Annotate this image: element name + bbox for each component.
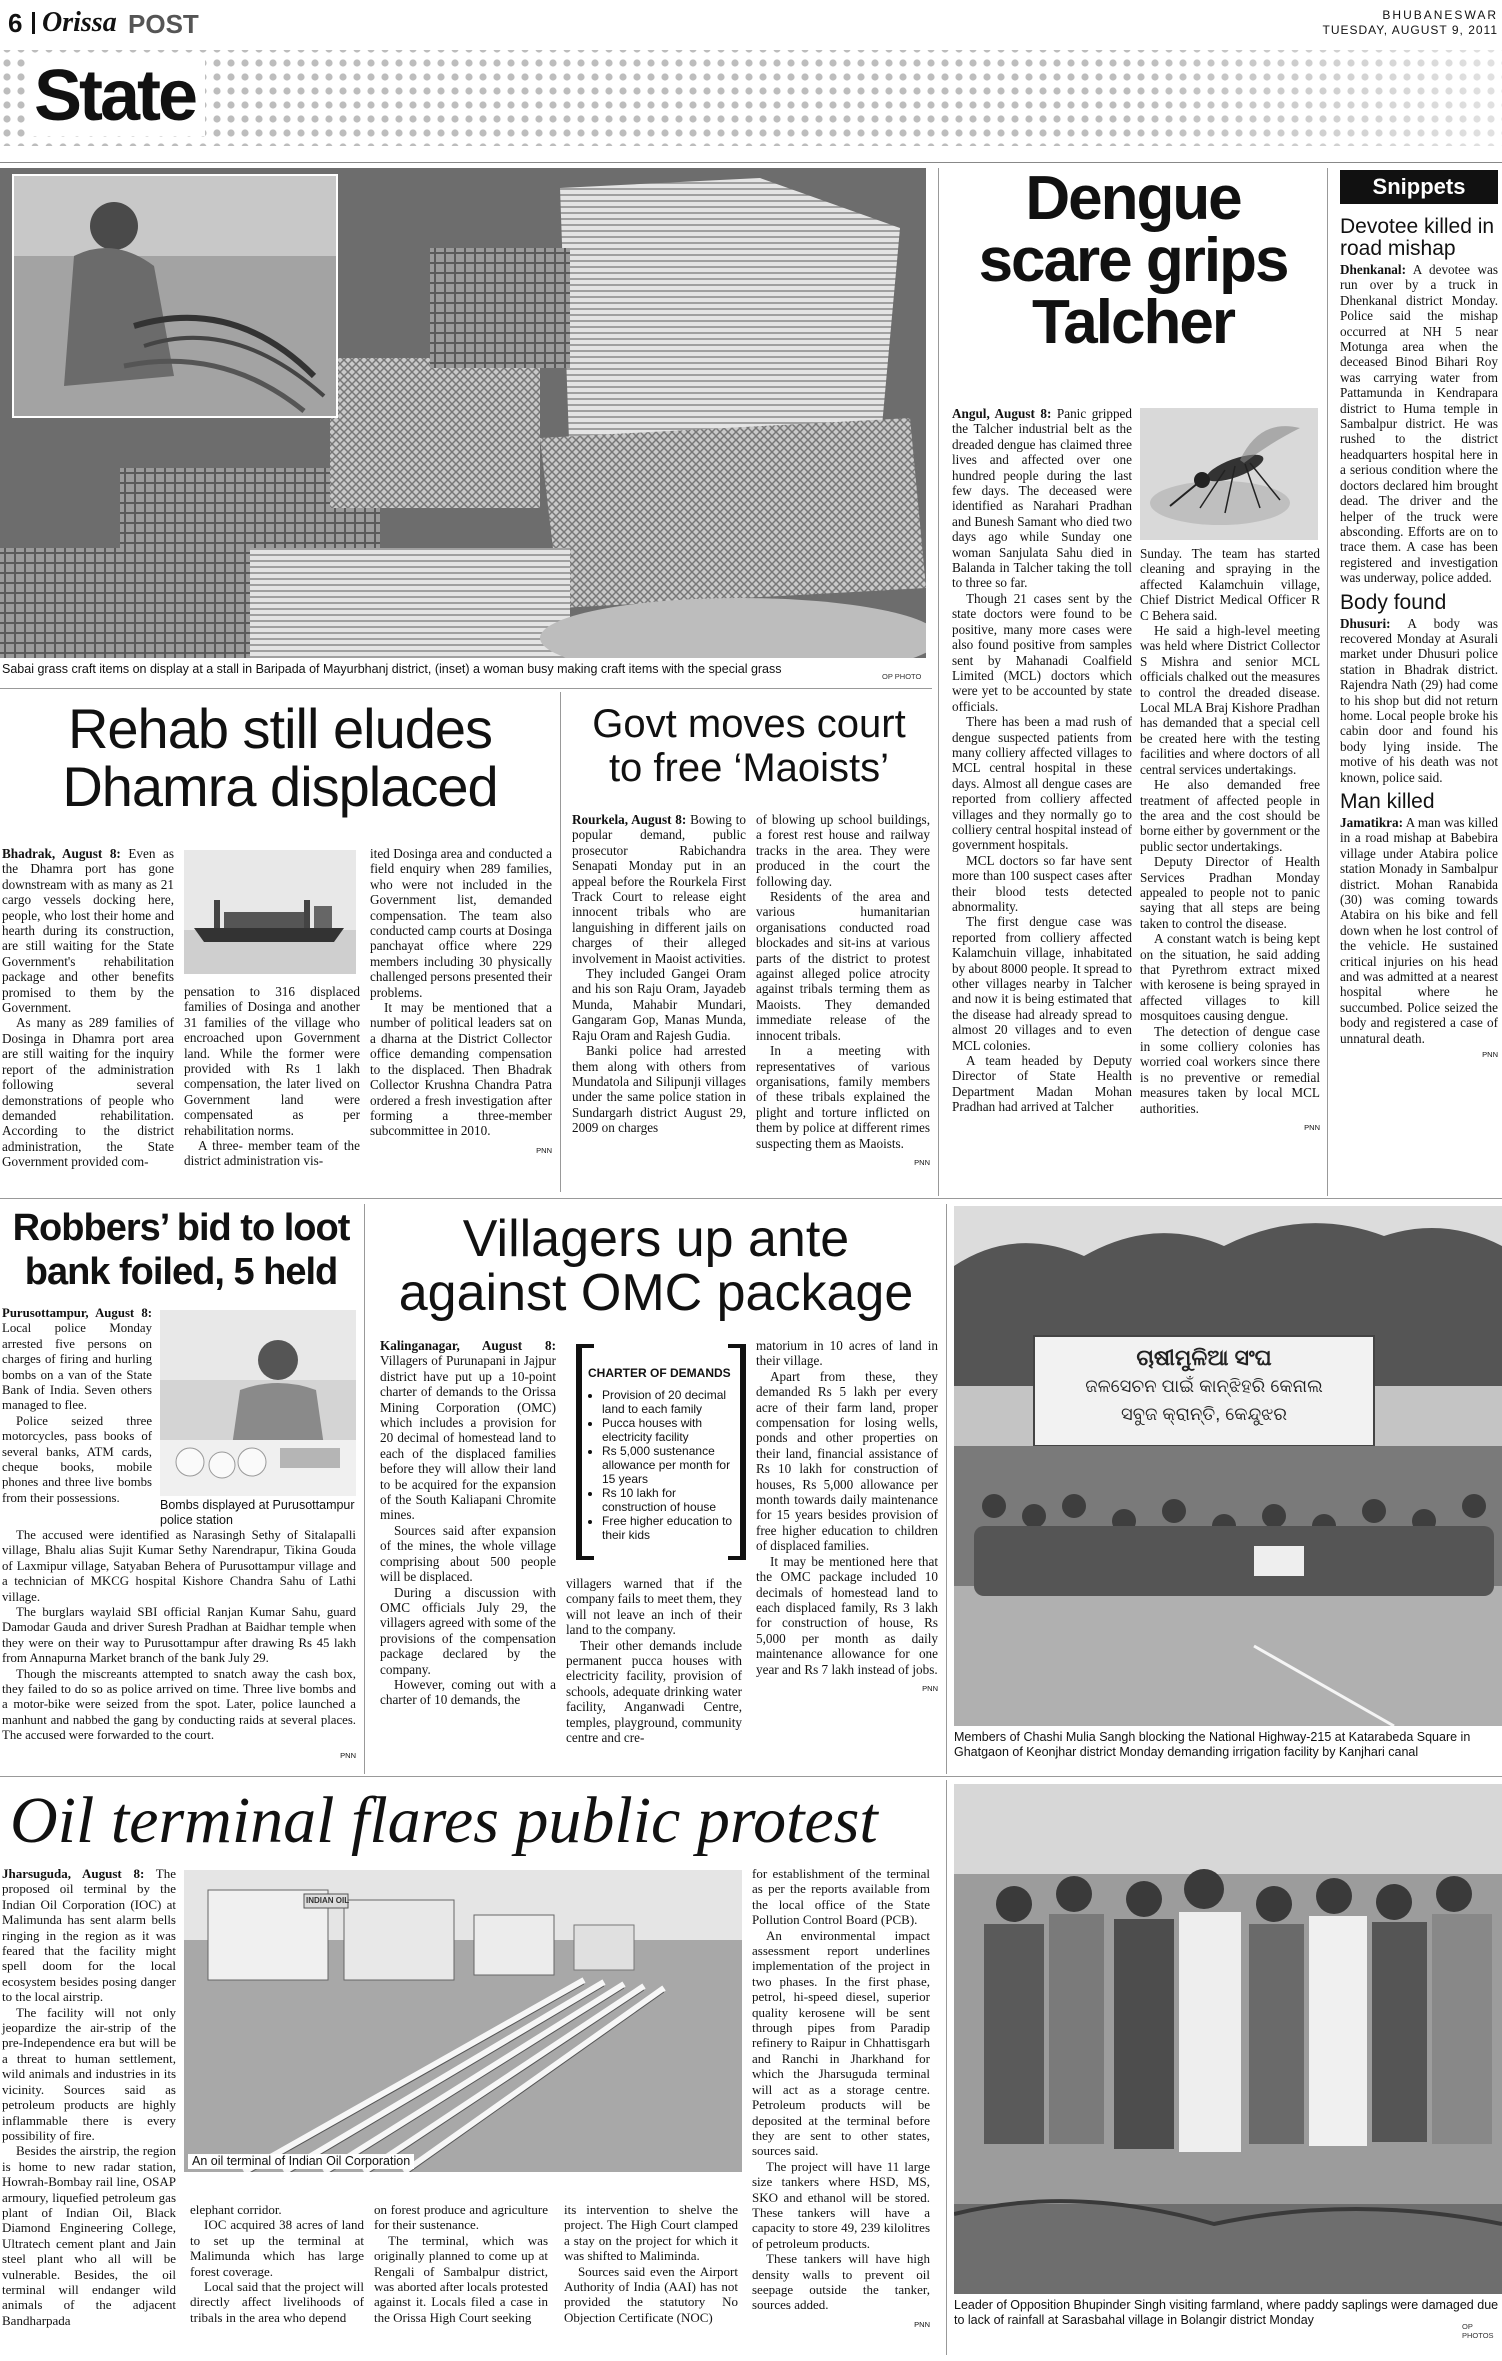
snippet-body: [1340, 815, 1498, 1046]
maoists-dateline: Rourkela, August 8:: [572, 812, 687, 827]
protest-banner-text: [1038, 1344, 1370, 1428]
maoists-paragraph: They included Gangei Oram and his son Raju Oram, Jayadeb Munda, Mahabir Mundari, Gangaram Gop, Manas Munda, Raju Oram and Rajesh Gudia.: [572, 966, 746, 1043]
issue-date: TUESDAY, AUGUST 9, 2011: [1322, 23, 1498, 37]
dengue-column-1: [952, 406, 1132, 1115]
mosquito-image: [1140, 408, 1318, 540]
oil-column-1: [2, 1866, 176, 2328]
dengue-credit: PNN: [1304, 1123, 1320, 1133]
oil-paragraph: The facility will not only jeopardize the air-strip of the pre-Independence era but will be a threat to human settlement, wild animals and industries in its vicinity. Sources said as petroleum products are highly inflammable there is every possibility of fire.: [2, 2004, 176, 2143]
oil-terminal-photo: [184, 1870, 742, 2172]
dengue-paragraph: A constant watch is being kept on the situation, he said adding that Pyrethrom extract mixed with kerosene is being sprayed in affected villages to kill mosquitoes causing dengue.: [1140, 931, 1320, 1024]
omc-highway-rule: [946, 1204, 947, 1774]
maoists-headline: [566, 702, 932, 790]
lower-rule: [0, 1776, 1502, 1777]
rehab-text: Even as the Dhamra port has gone downstream with as many as 21 cargo vessels docking here, people, who lost their home and hearth during its construction, are still waiting for the State Government's rehabilitation package and other benefits promised to them by the Government.: [2, 846, 175, 1016]
rehab-dateline: Bhadrak, August 8:: [2, 846, 121, 861]
rehab-headline-line: Dhamra displaced: [62, 755, 498, 818]
sabai-caption: Sabai grass craft items on display at a stall in Baripada of Mayurbhanj district, (inset) a woman busy making craft items with the special grass: [2, 662, 782, 676]
section-brand-bold: POST: [128, 9, 199, 39]
omc-column-1: [380, 1338, 556, 1708]
oil-text: The proposed oil terminal by the Indian Oil Corporation (IOC) at Malimunda has sent alarm bells ringing in the region as it was feared that the facility might spell doom for the local ecosystem besides posing danger to the local airstrip.: [2, 1866, 176, 2005]
snippet-dateline: Dhusuri:: [1340, 615, 1391, 631]
snippet-headline: Body found: [1340, 590, 1447, 614]
rehab-column-3: [370, 846, 552, 1158]
oil-paragraph: IOC acquired 38 acres of land to set up the terminal at Malimunda which has large forest coverage.: [190, 2217, 364, 2279]
snippet-headline: Man killed: [1340, 790, 1435, 813]
omc-paragraph: During a discussion with OMC officials July 29, the villagers agreed with some of the provisions of the compensation package declared by the company.: [380, 1584, 556, 1677]
robbers-credit: PNN: [340, 1750, 356, 1760]
charter-title: CHARTER OF DEMANDS: [588, 1366, 731, 1380]
omc-paragraph: matorium in 10 acres of land in their village.: [756, 1338, 938, 1369]
charter-box: [576, 1344, 746, 1560]
dengue-text: Panic gripped the Talcher industrial belt as the dreaded dengue has claimed three lives and affected over one hundred people during the last few days. The deceased were identified as Narahari Pradhan and Bunesh Samant who died two days ago while Sunday one woman Sanjulata Sahu died in Balanda in Talcher taking the toll to three so far.: [952, 406, 1132, 591]
robbers-caption: Bombs displayed at Purusottampur police station: [160, 1498, 355, 1527]
dengue-paragraph: Though 21 cases sent by the state doctors were found to be positive, many more cases were also found positive from samples sent by Mahanadi Coalfield Limited (MCL) doctors which were yet to be accounted by state officials.: [952, 590, 1132, 714]
oil-column-2: [190, 2202, 364, 2325]
robbers-paragraph: The burglars waylaid SBI official Ranjan Kumar Sahu, guard Damodar Gauda and driver Suresh Pradhan at Baidhar temple when they were on their way to Purusottampur after drawing Rs 45 lakh from Annapurna Market branch of the bank July 29.: [2, 1605, 356, 1666]
page-header: [8, 6, 1498, 38]
police-officer-image: [160, 1310, 356, 1496]
robbers-paragraph: Police seized three motorcycles, pass books of several banks, ATM cards, cheque books, mobile phones and three live bombs from their possessions.: [2, 1413, 152, 1505]
oil-farm-rule: [946, 1780, 947, 2355]
cargo-ship-image: [184, 850, 356, 974]
oil-paragraph: The terminal, which was originally planned to come up at Rengali of Sambalpur district, was aborted after locals protested against it. Locals filed a case in the Orissa High Court seeking: [374, 2232, 548, 2325]
omc-paragraph: Their other demands include permanent pucca houses with electricity facility, provision of schools, adequate drinking water facility, Anganwadi Centre, temples, playground, community centre and cre-: [566, 1637, 742, 1746]
maoists-credit: PNN: [914, 1157, 930, 1167]
dengue-paragraph: A team headed by Deputy Director of State Health Department Madan Mohan Pradhan had arrived at Talcher: [952, 1053, 1132, 1115]
charter-list: [588, 1388, 734, 1542]
snippet-text: A man was killed in a road mishap at Babebira village under Atabira police station Monady in Sambalpur district. Mohan Ranabida (30) was coming towards Atabira on his bike and fell down when he lost control of the vehicle. He sustained critical injuries on his head and was admitted at a nearest hospital where he succumbed. Police seized the body and registered a case of unnatural death.: [1340, 815, 1498, 1046]
snippet-body: [1340, 616, 1498, 785]
dengue-column-2: [1140, 546, 1320, 1135]
section-title: State: [30, 56, 205, 136]
highway-caption: Members of Chashi Mulia Sangh blocking the National Highway-215 at Katarabeda Square in Ghatgaon of Keonjhar district Monday demanding irrigation facility by Kanjhari canal: [954, 1730, 1471, 1759]
mosquito-photo: [1140, 408, 1318, 540]
oil-paragraph: on forest produce and agriculture for their sustenance.: [374, 2202, 548, 2233]
banner-rule: [0, 162, 1502, 163]
banner-line: ସବୁଜ କ୍ରାନ୍ତି, କେନ୍ଦୁଝର: [1120, 1404, 1288, 1424]
robbers-column-top: [2, 1306, 152, 1506]
oil-image-caption: An oil terminal of Indian Oil Corporation: [188, 2154, 414, 2169]
omc-credit: PNN: [922, 1683, 938, 1693]
maoists-paragraph: In a meeting with representatives of various organisations, family members of these tribals explained the plight and torture inflicted on them by police at different rimes suspecting them as Maoists.: [756, 1043, 930, 1151]
dengue-headline-line: Talcher: [1032, 288, 1234, 357]
rehab-paragraph: It may be mentioned that a number of political leaders sat on a dharna at the District Collector office demanding compensation to the displaced. Then Bhadrak Collector Krushna Chandra Patra ordered a fresh investigation after forming a three-member subcommittee in 2010.: [370, 1000, 552, 1139]
maoists-column-2: [756, 812, 930, 1170]
dengue-paragraph: Deputy Director of Health Services Pradhan Monday appealed to people not to panic saying that all steps are being taken to control the disease.: [1140, 854, 1320, 931]
section-brand-italic: Orissa: [42, 7, 117, 38]
header-divider: [32, 12, 35, 34]
halftone-dots: [0, 42, 1502, 152]
rehab-headline: [4, 697, 556, 818]
rehab-paragraph: As many as 289 families of Dosinga in Dhamra port area are still waiting for the inquiry report of the administration following several demonstrations of people who demanded rehabilitation. According to the district administration, the State Government provided com-: [2, 1015, 174, 1170]
sabai-bottom-rule: [0, 688, 932, 689]
sabai-photo: [0, 168, 926, 658]
rehab-paragraph: ited Dosinga area and conducted a field enquiry when 289 families, who were not included in the Government list, demanded compensation. The team also conducted camp courts at Dosinga panchayat office where 229 members including 30 physically challenged persons presented their problems.: [370, 846, 552, 1000]
omc-paragraph: villagers warned that if the company fails to meet them, they will not leave an inch of their land to the company.: [566, 1576, 742, 1638]
omc-paragraph: Sources said after expansion of the mines, the whole village comprising about 500 people will be displaced.: [380, 1522, 556, 1585]
oil-paragraph: Sources said even the Airport Authority of India (AAI) has not provided the statutory No Objection Certificate (NOC): [564, 2263, 738, 2325]
dengue-paragraph: The first dengue case was reported from colliery affected Kalamchuin village, inhabitated by about 8000 people. It spread to other villages nearby in Talcher and now it is being estimated that the disease had already spread to almost 20 villages and to even MCL colonies.: [952, 914, 1132, 1053]
dengue-paragraph: He also demanded free treatment of affected people in the area and the cost should be borne either by government or the public sector undertakings.: [1140, 777, 1320, 854]
omc-paragraph: It may be mentioned here that the OMC package included 10 decimals of homestead land to each displaced family, Rs 3 lakh for construction of house, Rs 5,000 per month as daily maintenance allowance for one year and Rs 7 lakh instead of jobs.: [756, 1553, 938, 1677]
robbers-column-full: [2, 1528, 356, 1763]
rehab-column-2: [184, 984, 360, 1169]
dengue-paragraph: The detection of dengue case in some colliery colonies has worried coal workers since there is no preventive or remedial measures taken by local MCL authorities.: [1140, 1023, 1320, 1116]
middle-rule: [0, 1198, 1502, 1199]
oil-paragraph: These tankers will have high density walls to prevent oil seepage outside the tanker, sources added.: [752, 2251, 930, 2313]
omc-text: Villagers of Purunapani in Jajpur district have put up a 10-point charter of demands to the Orissa Mining Corporation (OMC) which includes a provision for 20 decimal of homestead land to each of the displaced families before they will allow their land to be acquired for the expansion of the South Kaliapani Chromite mines.: [380, 1353, 556, 1523]
maoists-paragraph: Residents of the area and various humanitarian organisations conducted road blockades and sit-ins at various parts of the district to protest against alleged police atrocity against tribals terming them as Maoists. They demanded immediate release of the innocent tribals.: [756, 889, 930, 1043]
robbers-text: Local police Monday arrested five persons on charges of firing and hurling bombs on a van of the State Bank of India. Seven others managed to flee.: [2, 1321, 152, 1413]
oil-tanks-image: [184, 1870, 742, 2172]
charter-bottom-border: [728, 1556, 746, 1560]
omc-column-2: [566, 1576, 742, 1745]
charter-top-border: [576, 1344, 594, 1348]
oil-headline: Oil terminal flares public protest: [10, 1784, 878, 1857]
dengue-dateline: Angul, August 8:: [952, 406, 1052, 421]
inset-photo-woman: [12, 174, 338, 418]
oil-column-5: [752, 1866, 930, 2332]
rehab-column-1: [2, 846, 174, 1170]
omc-paragraph: Apart from these, they demanded Rs 5 lakh per every acre of their farm land, proper compensation for losing wells, ponds and other properties on their land, financial assistance of Rs 10 lakh for construction of houses, Rs 5,000 allowance per month towards daily maintenance for 15 years besides provision of free higher education to children of displaced families.: [756, 1368, 938, 1554]
omc-headline-line: against OMC package: [398, 1264, 914, 1322]
snippets-column: [1340, 210, 1498, 1059]
rehab-credit: PNN: [536, 1145, 552, 1155]
ship-photo: [184, 850, 356, 974]
robbers-headline-line: bank foiled, 5 held: [24, 1251, 338, 1293]
charter-bottom-border: [576, 1556, 594, 1560]
tank-label: INDIAN OIL: [306, 1896, 350, 1905]
charter-item: • Provision of 20 decimal land to each family: [602, 1388, 734, 1416]
snippet-text: A devotee was run over by a truck in Dhenkanal district Monday. Police said the mishap occurred at NH 5 near Motunga area when the deceased Binod Bihari Roy was carrying water from Pattamunda in Kendrapara district to Huma temple in Sambalpur district. He was rushed to the district headquarters hospital here in a serious condition where the doctors declared him brought dead. The driver and the helper of the truck were absconding. Efforts are on to trace them. A case has been registered and investigation was underway, police added.: [1340, 262, 1499, 586]
oil-paragraph: for establishment of the terminal as per the reports available from the local office of the State Pollution Control Board (PCB).: [752, 1866, 930, 1928]
farmland-visit-image: [954, 1784, 1502, 2294]
dengue-paragraph: There has been a mad rush of dengue suspected patients from many colliery affected villages to MCL central hospital in these days. Almost all dengue cases are reported from colliery affected villages and they normally go to colliery central hospital instead of government hospitals.: [952, 714, 1132, 853]
city-name: BHUBANESWAR: [1382, 8, 1498, 22]
oil-paragraph: An environmental impact assessment report underlines implementation of the project in two phases. In the first phase, petrol, hi-speed diesel, superior quality kerosene will be sent through pipes from Paradip refinery to Raipur in Chhattisgarh and Ranchi in Jharkhand for which the Jharsuguda terminal will act as a storage centre. Petroleum products will be deposited at the terminal before they are sent to other states, sources said.: [752, 1927, 930, 2159]
charter-item: • Free higher education to their kids: [602, 1514, 734, 1542]
charter-item: • Pucca houses with electricity facility: [602, 1416, 734, 1444]
column-rule-1: [938, 168, 939, 1196]
maoists-paragraph: of blowing up school buildings, a forest rest house and railway tracks in the area. They were produced in the court the following day.: [756, 812, 930, 889]
omc-headline: [372, 1212, 940, 1320]
omc-dateline: Kalinganagar, August 8:: [380, 1338, 556, 1353]
oil-paragraph: Besides the airstrip, the region is home to new radar station, Howrah-Bombay rail line, OSAP armoury, liquefied petroleum gas plant of Indian Oil, Black Diamond Engineering College, Ultratech cement plant and Jain steel plant who all will be vulnerable. Besides, the oil terminal will endanger wild animals of the adjacent Bandharpada: [2, 2143, 176, 2328]
oil-dateline: Jharsuguda, August 8:: [2, 1866, 145, 1881]
robbers-headline-line: Robbers’ bid to loot: [12, 1207, 350, 1249]
sabai-credit: OP PHOTO: [882, 672, 922, 681]
dengue-headline: [944, 164, 1322, 357]
omc-headline-line: Villagers up ante: [462, 1210, 850, 1268]
robbers-headline: [2, 1206, 360, 1294]
column-rule-2: [1327, 168, 1328, 1196]
maoists-column-1: [572, 812, 746, 1136]
rehab-paragraph: A three- member team of the district administration vis-: [184, 1138, 360, 1169]
robbers-paragraph: Though the miscreants attempted to snatch away the cash box, they failed to do so as police arrived on time. Three live bombs and a motor-bike were seized from the spot. Later, police launched a manhunt and nabbed the gang by conducting raids at several places. The accused were forwarded to the court.: [2, 1666, 356, 1743]
omc-paragraph: However, coming out with a charter of 10 demands, the: [380, 1676, 556, 1708]
oil-paragraph: Local said that the project will directly affect livelihoods of tribals in the area who depend: [190, 2279, 364, 2325]
rehab-paragraph: pensation to 316 displaced families of Dosinga and another 31 families of the village who encroached upon Government land. While the former were provided with Rs 1 lakh compensation, the later lived on Government land were compensated as per rehabilitation norms.: [184, 984, 360, 1138]
omc-column-3: [756, 1338, 938, 1696]
maoists-headline-line: Govt moves court: [592, 702, 906, 746]
robbers-dateline: Purusottampur, August 8:: [2, 1306, 152, 1320]
rehab-headline-line: Rehab still eludes: [67, 697, 493, 760]
snippet-dateline: Dhenkanal:: [1340, 262, 1406, 277]
banner-line: ଜଳସେଚନ ପାଇଁ କାନ୍ଝିହରି କେନାଲ: [1085, 1376, 1323, 1396]
charter-top-border: [728, 1344, 746, 1348]
snippet-text: A body was recovered Monday at Asurali market under Dhusuri police station in Bhadrak district. Rajendra Nath (29) had come to his shop but did not return home. Local people broke his cabin door and found his body lying inside. The motive of his death was not known, police said.: [1340, 615, 1498, 785]
oil-column-3: [374, 2202, 548, 2325]
snippet-dateline: Jamatikra:: [1340, 815, 1403, 830]
oil-credit: PNN: [914, 2319, 930, 2329]
maoists-text: Bowing to popular demand, public prosecutor Rabichandra Senapati Monday put in an appeal before the Rourkela First Track Court to release eight innocent tribals who are languishing in different jails on charges of their alleged involvement in Maoist activities.: [572, 812, 746, 966]
dengue-headline-line: scare grips: [978, 226, 1288, 295]
snippets-credit: PNN: [1482, 1050, 1498, 1060]
oil-paragraph: its intervention to shelve the project. The High Court clamped a stay on the project for which it was shifted to Maliminda.: [564, 2202, 738, 2264]
dengue-paragraph: MCL doctors so far have sent more than 100 suspect cases after their blood tests detected abnormality.: [952, 852, 1132, 914]
page-number: 6: [8, 8, 23, 38]
dengue-headline-line: Dengue: [1025, 164, 1241, 233]
dengue-paragraph: He said a high-level meeting was held where District Collector S Mishra and senior MCL officials chalked out the measures to control the dreaded disease. Local MLA Braj Kishore Pradhan has demanded that a special cell be created here with the testing facilities and where doctors of all central services undertakings.: [1140, 623, 1320, 777]
snippet-body: [1340, 262, 1498, 586]
farmland-caption: Leader of Opposition Bhupinder Singh visiting farmland, where paddy saplings were damaged due to lack of rainfall at Sarasbahal village in Bolangir district Monday: [954, 2298, 1499, 2327]
maoists-paragraph: Banki police had arrested them along with others from Mundatola and Silipunji villages under the same police station in Sundargarh district August 29, 2009 on charges: [572, 1043, 746, 1136]
rehab-maoist-rule: [560, 692, 561, 1192]
robbers-paragraph: The accused were identified as Narasingh Sethy of Sitalapalli village, Bhalu alias Sujit Kumar Sethy Narendrapur, Tikina Gouda of Laxmipur village, Satyaban Behera of Purusottampur village and a technician of MKCG hospital Kishore Chandra Sahu of Lathi village.: [2, 1528, 356, 1604]
dengue-paragraph: Sunday. The team has started cleaning and spraying in the affected Kalamchuin village, Chief District Medical Officer R C Behera said.: [1140, 546, 1320, 623]
charter-item: • Rs 10 lakh for construction of house: [602, 1486, 734, 1514]
charter-item: • Rs 5,000 sustenance allowance per month for 15 years: [602, 1444, 734, 1486]
woman-weaving-image: [14, 176, 336, 416]
oil-paragraph: The project will have 11 large size tankers where HSD, MS, SKO and ethanol will be stored. These tankers will have a capacity to store 49, 239 kilolitres of petroleum products.: [752, 2158, 930, 2251]
highway-photo: [954, 1206, 1502, 1726]
maoists-headline-line: to free ‘Maoists’: [608, 746, 890, 790]
farmland-photo: [954, 1784, 1502, 2294]
oil-paragraph: elephant corridor.: [190, 2202, 282, 2217]
farmland-credit: OP PHOTOS: [1462, 2322, 1494, 2340]
snippets-banner: Snippets: [1340, 170, 1498, 204]
oil-column-4: [564, 2202, 738, 2325]
banner-line: ଚାଷୀମୁଳିଆ ସଂଘ: [1136, 1345, 1272, 1370]
section-banner: [0, 42, 1502, 152]
robbers-omc-rule: [364, 1204, 365, 1774]
highway-protest-image: [954, 1206, 1502, 1726]
snippet-headline: Devotee killed in road mishap: [1340, 215, 1495, 260]
police-photo: [160, 1310, 356, 1496]
